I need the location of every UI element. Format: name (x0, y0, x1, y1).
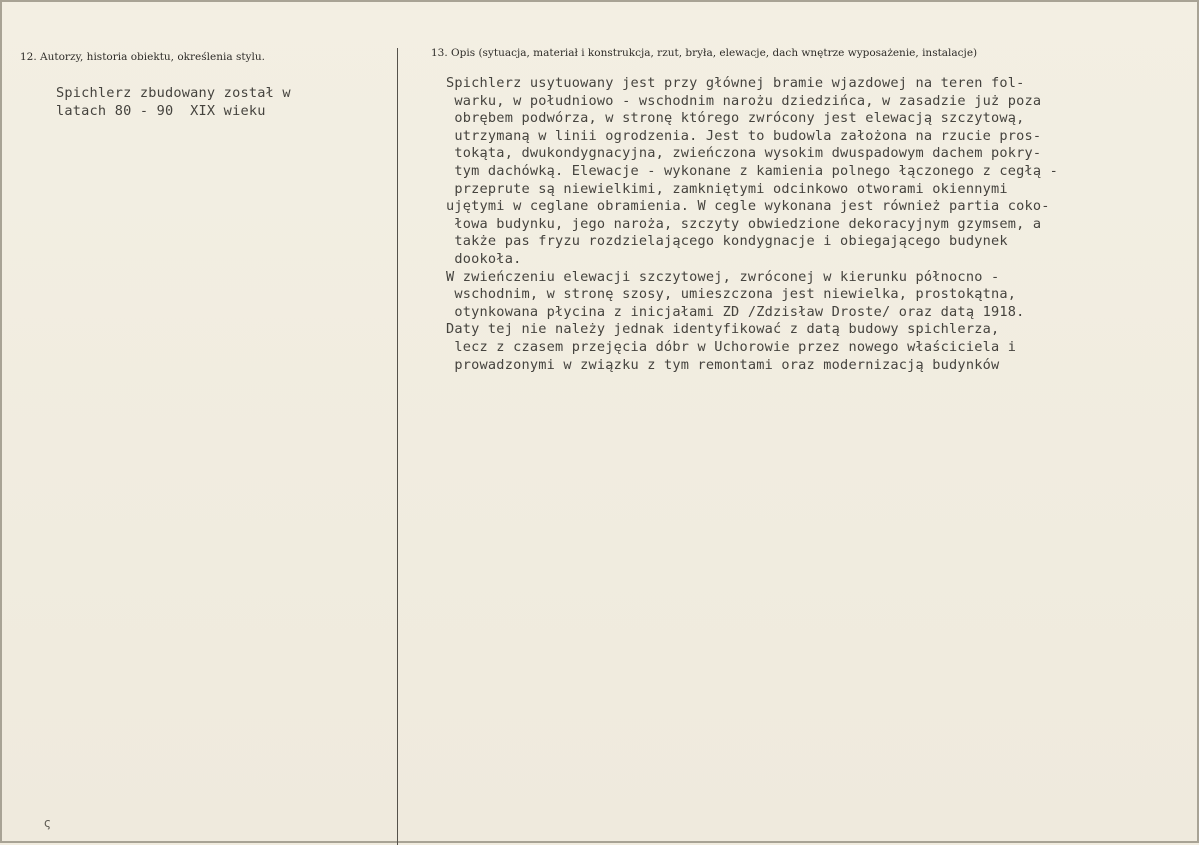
history-line: latach 80 - 90 XIX wieku (56, 102, 266, 119)
column-divider (397, 48, 398, 845)
history-text (56, 85, 291, 120)
description-line: Spichlerz usytuowany jest przy głównej bramie wjazdowej na teren fol- (446, 75, 1025, 91)
description-line: W zwieńczeniu elewacji szczytowej, zwróconej w kierunku północno - (446, 268, 1000, 285)
description-line: tym dachówką. Elewacje - wykonane z kamienia polnego łączonego z cegłą - (446, 162, 1059, 179)
description-line: tokąta, dwukondygnacyjna, zwieńczona wysokim dwuspadowym dachem pokry- (446, 145, 1042, 162)
history-line: Spichlerz zbudowany został w (56, 85, 291, 101)
description-line: wschodnim, w stronę szosy, umieszczona jest niewielka, prostokątna, (446, 286, 1017, 303)
description-line: warku, w południowo - wschodnim narożu dziedzińca, w zasadzie już poza (446, 92, 1042, 109)
description-line: utrzymaną w linii ogrodzenia. Jest to budowla założona na rzucie pros- (446, 127, 1042, 144)
field-12-label: 12. Autorzy, historia obiektu, określenia stylu. (20, 51, 265, 63)
description-line: obrębem podwórza, w stronę którego zwrócony jest elewacją szczytową, (446, 110, 1025, 127)
description-line: otynkowana płycina z inicjałami ZD /Zdzisław Droste/ oraz datą 1918. (446, 303, 1025, 320)
description-line: łowa budynku, jego naroża, szczyty obwiedzione dekoracyjnym gzymsem, a (446, 215, 1042, 232)
field-13-label: 13. Opis (sytuacja, materiał i konstrukcja, rzut, bryła, elewacje, dach wnętrze wyposażenie, instalacje) (431, 47, 978, 59)
description-line: ujętymi w ceglane obramienia. W cegle wykonana jest również partia coko- (446, 198, 1050, 215)
description-text (446, 75, 1058, 374)
description-line: także pas fryzu rozdzielającego kondygnacje i obiegającego budynek (446, 233, 1008, 250)
description-line: lecz z czasem przejęcia dóbr w Uchorowie przez nowego właściciela i (446, 338, 1017, 355)
margin-mark: ς (44, 816, 52, 830)
description-line: przeprute są niewielkimi, zamkniętymi odcinkowo otworami okiennymi (446, 180, 1008, 197)
description-line: prowadzonymi w związku z tym remontami oraz modernizacją budynków (446, 356, 1000, 373)
description-line: dookoła. (446, 250, 522, 267)
description-line: Daty tej nie należy jednak identyfikować z datą budowy spichlerza, (446, 321, 1000, 338)
